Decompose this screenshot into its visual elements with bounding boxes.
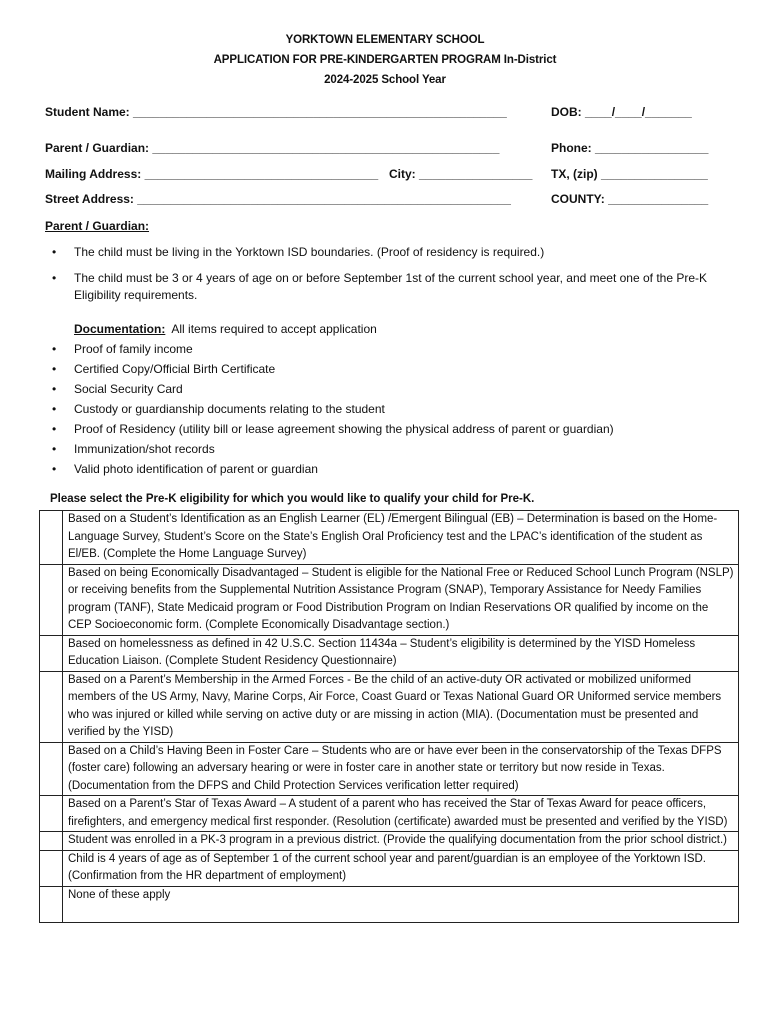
county-field[interactable]: COUNTY: _______________ (551, 192, 709, 206)
table-row (40, 796, 739, 832)
documentation-item: • Social Security Card (50, 379, 614, 399)
mailing-row (45, 167, 715, 181)
checkbox-homelessness[interactable] (40, 635, 63, 671)
student-row (45, 105, 715, 119)
requirement-item: • The child must be 3 or 4 years of age on or before September 1st of the current school year, and meet one of the Pre-K Eligibility requirements. (50, 270, 710, 304)
documentation-item: • Certified Copy/Official Birth Certificate (50, 359, 614, 379)
table-row (40, 511, 739, 565)
documentation-list (50, 339, 614, 479)
parent-row (45, 141, 715, 155)
city-field[interactable]: City: _________________ (389, 167, 533, 181)
requirement-item: • The child must be living in the Yorktown ISD boundaries. (Proof of residency is required.) (50, 244, 720, 261)
student-name-field[interactable]: Student Name: ________________________________________________________ (45, 105, 507, 119)
eligibility-table (39, 510, 739, 923)
option-pk3-enrolled: Student was enrolled in a PK-3 program in a previous district. (Provide the qualifying documentation from the prior school district.) (63, 832, 739, 851)
checkbox-armed-forces[interactable] (40, 671, 63, 742)
table-row (40, 886, 739, 922)
option-homelessness: Based on homelessness as defined in 42 U.S.C. Section 11434a – Student’s eligibility is determined by the YISD Homeless Education Liaison. (Complete Student Residency Questionnaire) (63, 635, 739, 671)
option-employee-child: Child is 4 years of age as of September 1 of the current school year and parent/guardian is an employee of the Yorktown ISD. (Confirmation from the HR department of employment) (63, 850, 739, 886)
table-row (40, 832, 739, 851)
parent-guardian-heading: Parent / Guardian: (45, 219, 150, 233)
street-address-field[interactable]: Street Address: ________________________________________________________ (45, 192, 511, 206)
checkbox-employee-child[interactable] (40, 850, 63, 886)
option-none: None of these apply (63, 886, 739, 922)
application-title: APPLICATION FOR PRE-KINDERGARTEN PROGRAM In-District (213, 54, 557, 66)
checkbox-star-of-texas[interactable] (40, 796, 63, 832)
school-name: YORKTOWN ELEMENTARY SCHOOL (285, 34, 485, 46)
zip-field[interactable]: TX, (zip) ________________ (551, 167, 708, 181)
school-year: 2024-2025 School Year (324, 74, 446, 86)
documentation-item: • Proof of Residency (utility bill or lease agreement showing the physical address of parent or guardian) (50, 419, 614, 439)
documentation-item: • Valid photo identification of parent or guardian (50, 459, 614, 479)
checkbox-pk3-enrolled[interactable] (40, 832, 63, 851)
requirements-list (50, 244, 720, 261)
option-foster-care: Based on a Child’s Having Been in Foster Care – Students who are or have ever been in the conservatorship of the Texas DFPS (foster care) following an adversary hearing or were in foster care in another state or territory but now reside in Texas. (Documentation from the DFPS and Child Protection Services verification letter required) (63, 742, 739, 796)
option-armed-forces: Based on a Parent’s Membership in the Armed Forces - Be the child of an active-duty OR activated or mobilized uniformed members of the US Army, Navy, Marine Corps, Air Force, Coast Guard or Texas National Guard OR Uniformed service members who was injured or killed while serving on active duty or are missing in action (MIA). (Documentation must be presented and verified by the YISD) (63, 671, 739, 742)
option-el-eb: Based on a Student’s Identification as an English Learner (EL) /Emergent Bilingual (EB) – Determination is based on the Home-Language Survey, Student’s Score on the State’s English Oral Proficiency test and the LPAC’s identification of the student as El/EB. (Complete the Home Language Survey) (63, 511, 739, 565)
table-row (40, 671, 739, 742)
documentation-label: Documentation: (74, 322, 166, 336)
table-row (40, 742, 739, 796)
table-row (40, 635, 739, 671)
option-star-of-texas: Based on a Parent’s Star of Texas Award – A student of a parent who has received the Star of Texas Award for peace officers, firefighters, and emergency medical first responder. (Resolution (certificate) awarded must be presented and verified by the YISD) (63, 796, 739, 832)
table-row (40, 564, 739, 635)
requirements-list-2 (50, 270, 710, 304)
parent-guardian-field[interactable]: Parent / Guardian: ____________________________________________________ (45, 141, 500, 155)
checkbox-none[interactable] (40, 886, 63, 922)
checkbox-foster-care[interactable] (40, 742, 63, 796)
mailing-address-field[interactable]: Mailing Address: ___________________________________ (45, 167, 379, 181)
form-header (0, 30, 770, 90)
documentation-item: • Immunization/shot records (50, 439, 614, 459)
documentation-note: All items required to accept application (171, 322, 377, 336)
checkbox-el-eb[interactable] (40, 511, 63, 565)
eligibility-title: Please select the Pre-K eligibility for which you would like to qualify your child for Pre-K. (50, 493, 535, 505)
dob-field[interactable]: DOB: ____/____/_______ (551, 105, 692, 119)
documentation-item: • Custody or guardianship documents relating to the student (50, 399, 614, 419)
table-row (40, 850, 739, 886)
street-row (45, 192, 715, 206)
documentation-item: • Proof of family income (50, 339, 614, 359)
phone-field[interactable]: Phone: _________________ (551, 141, 709, 155)
documentation-heading (74, 322, 377, 336)
option-economically-disadvantaged: Based on being Economically Disadvantaged – Student is eligible for the National Free or Reduced School Lunch Program (NSLP) or receiving benefits from the Supplemental Nutrition Assistance Program (SNAP), Temporary Assistance for Needy Families program (TANF), State Medicaid program or Food Distribution Program on Indian Reservations OR qualified by income on the CEP Socioeconomic form. (Complete Economically Disadvantage section.) (63, 564, 739, 635)
checkbox-economically-disadvantaged[interactable] (40, 564, 63, 635)
